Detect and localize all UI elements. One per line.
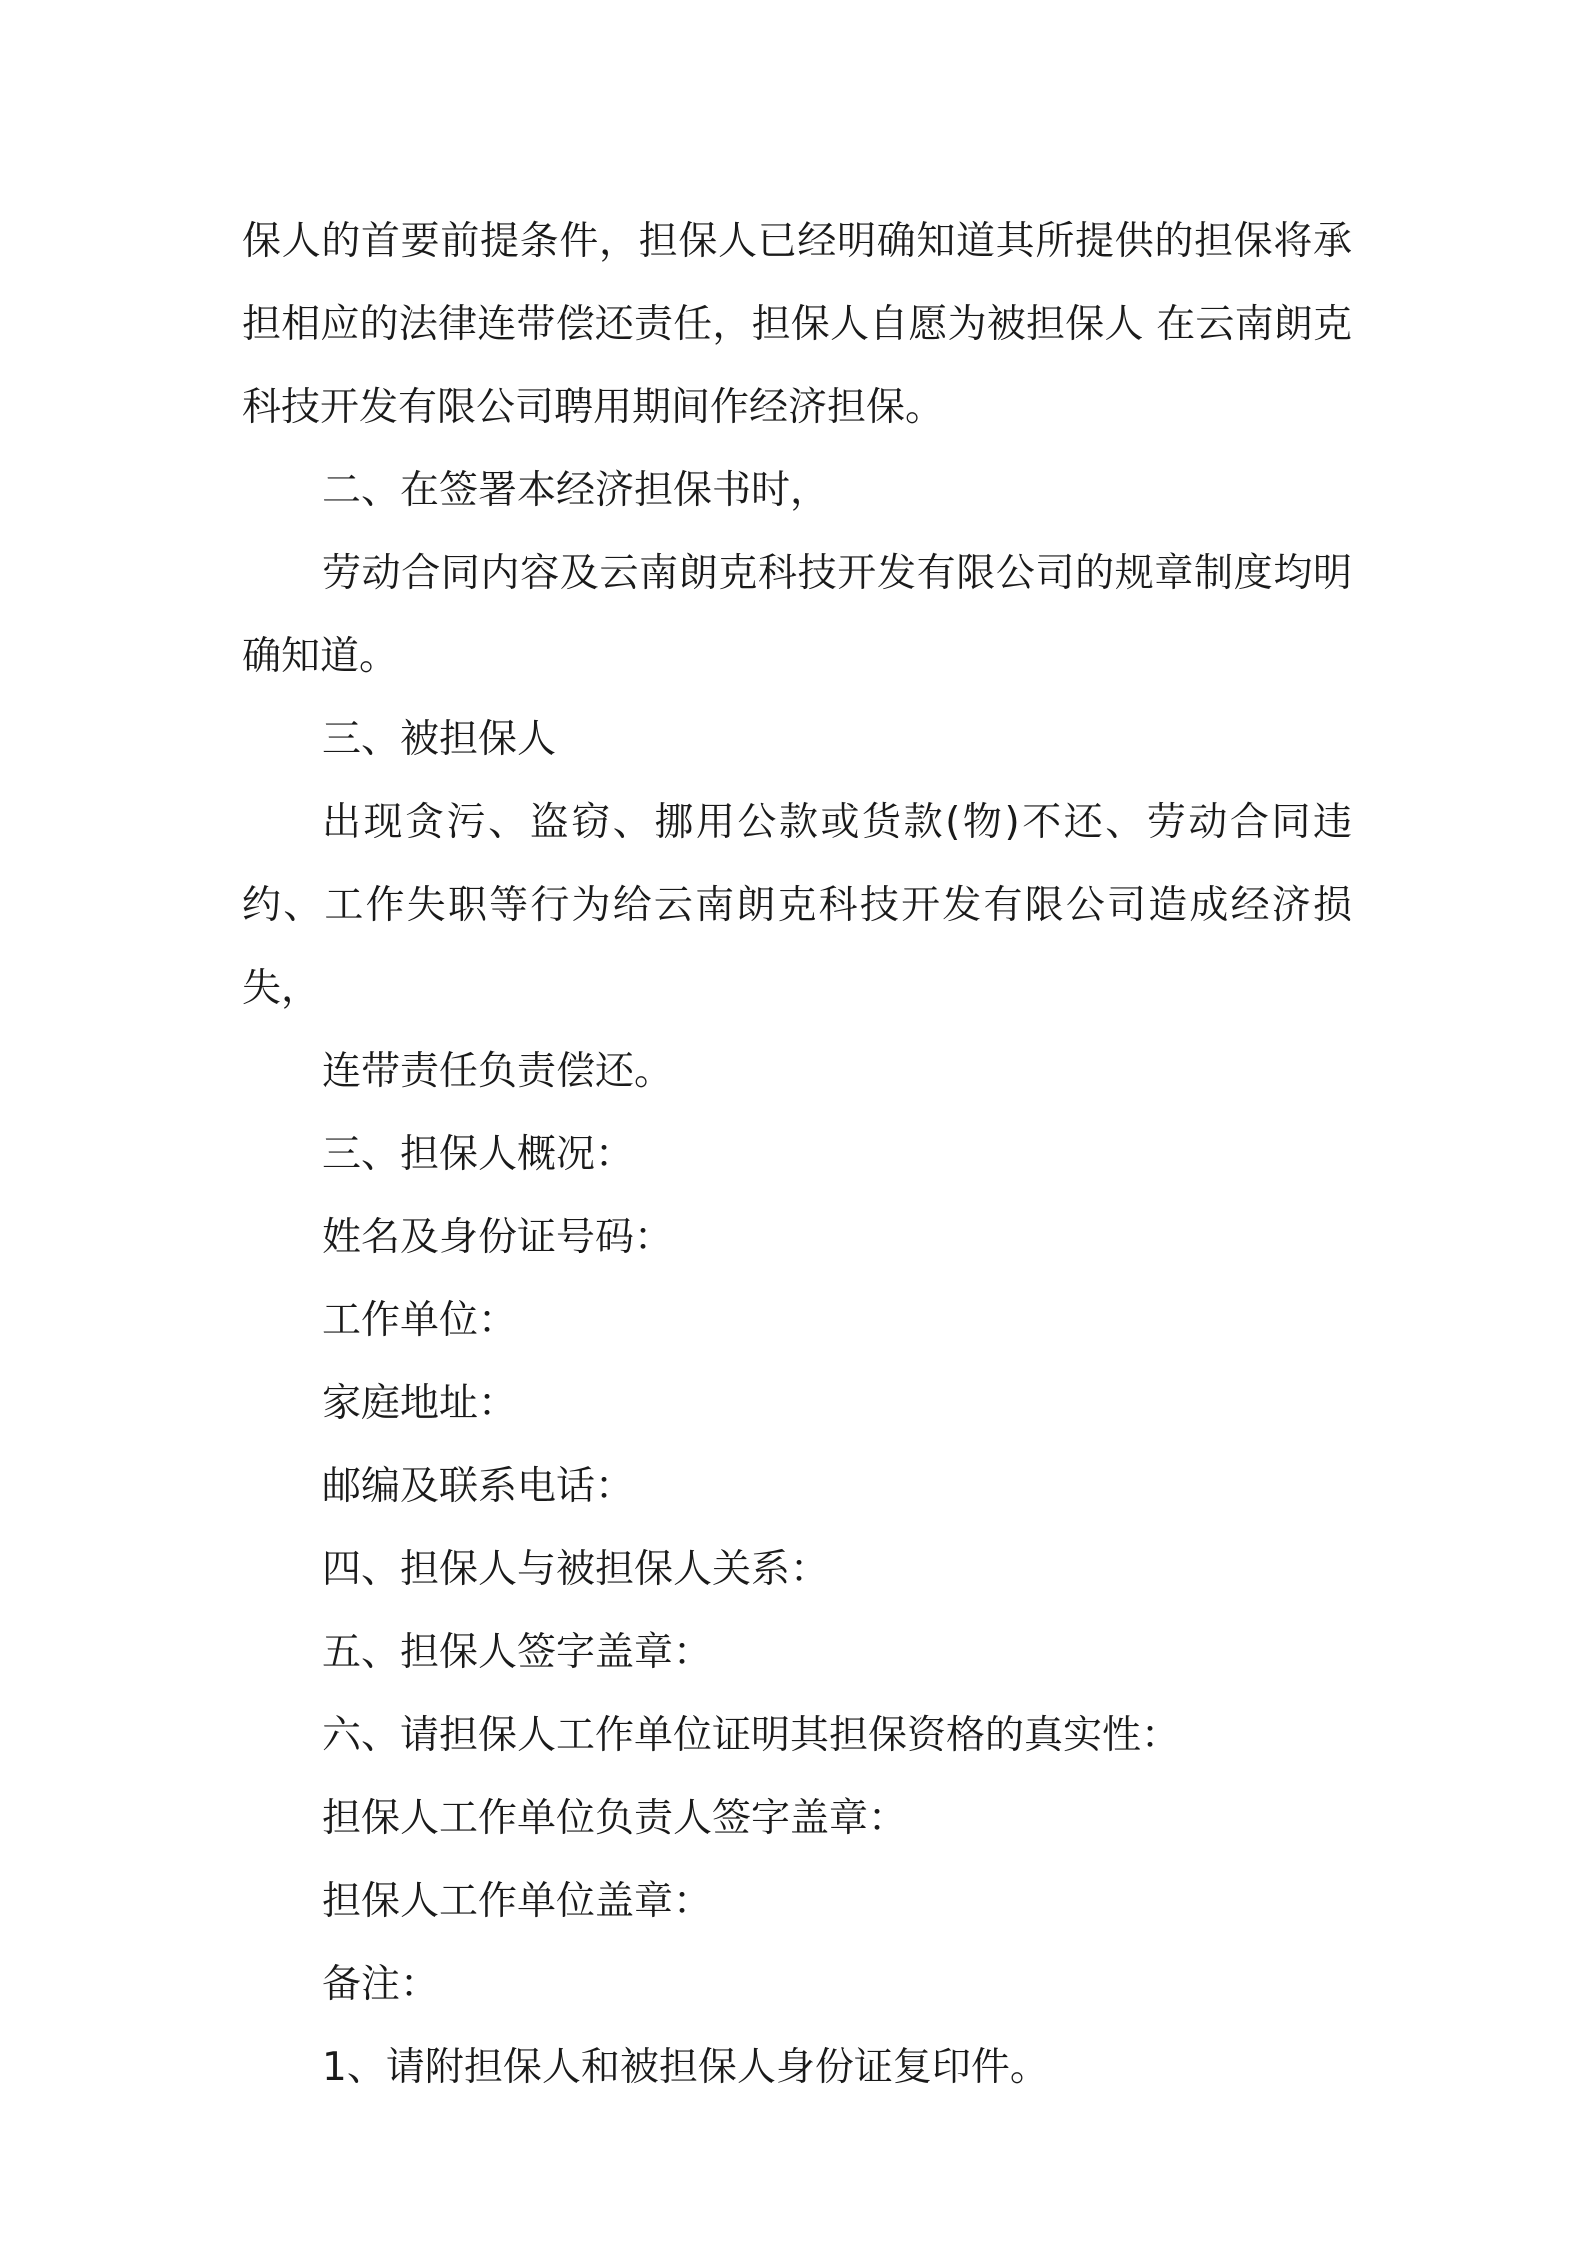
field-work-unit: 工作单位： xyxy=(322,1298,518,1343)
field-unit-head-signature: 担保人工作单位负责人签字盖章： xyxy=(322,1796,908,1841)
paragraph-section-two-content: 劳动合同内容及云南朗克科技开发有限公司的规章制度均明确知道。 xyxy=(242,551,1352,679)
document-body xyxy=(242,200,1352,2109)
paragraph-guarantee-responsibility: 保人的首要前提条件，担保人已经明确知道其所提供的担保将承担相应的法律连带偿还责任，担保人自愿为被担保人 在云南朗克科技开发有限公司聘用期间作经济担保。 xyxy=(242,219,1352,430)
field-guarantor-signature: 五、担保人签字盖章： xyxy=(322,1630,713,1675)
paragraph-section-two-heading: 二、在签署本经济担保书时， xyxy=(322,468,830,513)
paragraph-section-six-heading: 六、请担保人工作单位证明其担保资格的真实性： xyxy=(322,1713,1181,1758)
field-unit-seal: 担保人工作单位盖章： xyxy=(322,1879,713,1924)
note-item-1: 1、请附担保人和被担保人身份证复印件。 xyxy=(322,2045,1049,2090)
notes-heading: 备注： xyxy=(322,1962,440,2007)
field-home-address: 家庭地址： xyxy=(322,1381,518,1426)
field-relationship: 四、担保人与被担保人关系： xyxy=(322,1547,830,1592)
paragraph-section-three-liability: 连带责任负责偿还。 xyxy=(322,1049,674,1094)
paragraph-guarantor-overview-heading: 三、担保人概况： xyxy=(322,1132,635,1177)
paragraph-section-three-content: 出现贪污、盗窃、挪用公款或货款(物)不还、劳动合同违约、工作失职等行为给云南朗克科技开发有限公司造成经济损失， xyxy=(242,800,1352,1011)
field-name-and-id: 姓名及身份证号码： xyxy=(322,1215,674,1260)
paragraph-section-three-heading: 三、被担保人 xyxy=(322,717,557,762)
field-postcode-phone: 邮编及联系电话： xyxy=(322,1464,635,1509)
